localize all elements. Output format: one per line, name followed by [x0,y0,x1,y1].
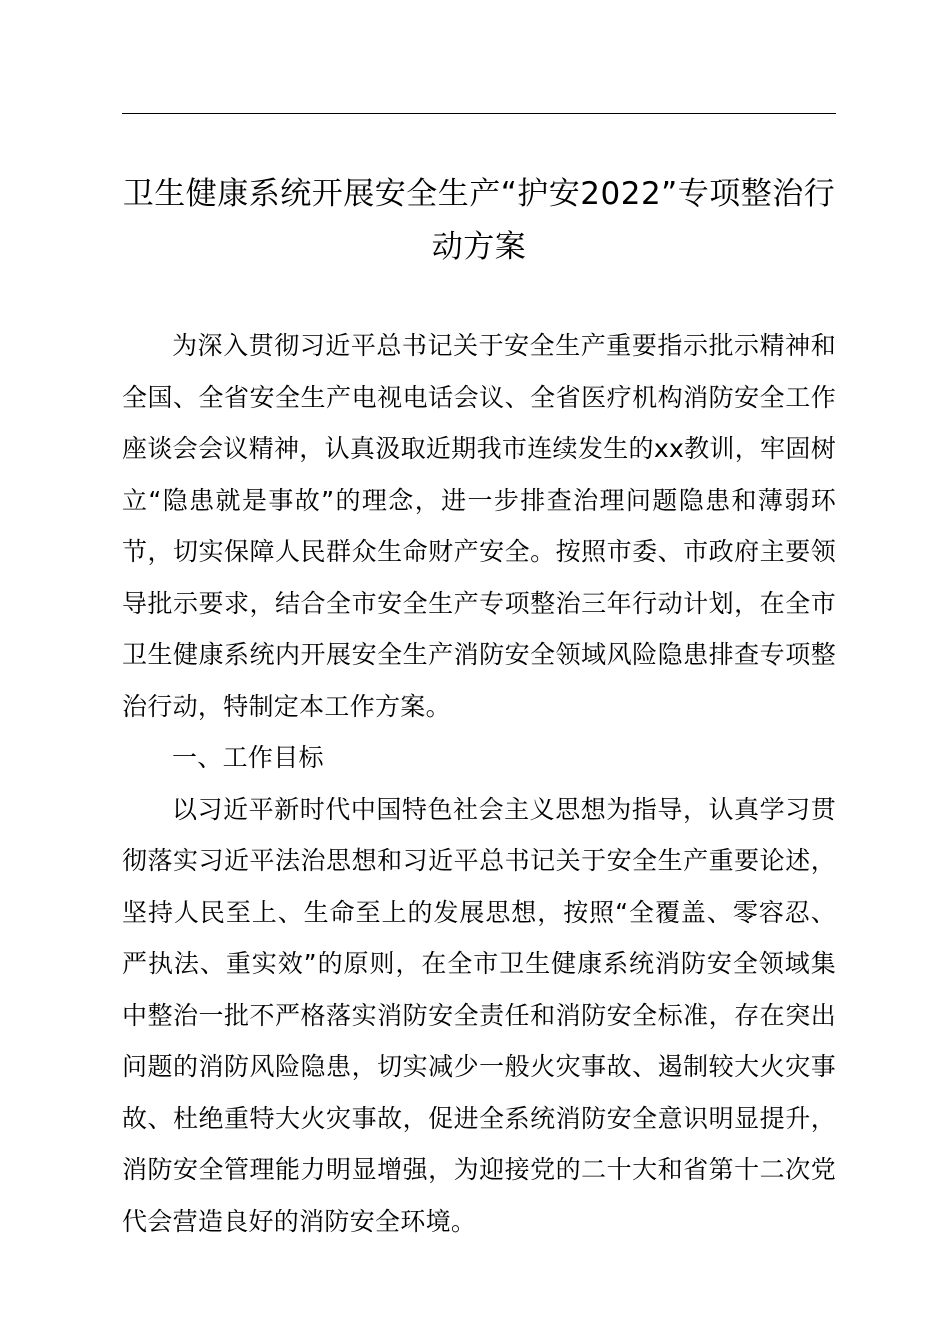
document-title: 卫生健康系统开展安全生产“护安2022”专项整治行动方案 [122,176,836,265]
document-body [122,320,836,1247]
work-goals-paragraph: 以习近平新时代中国特色社会主义思想为指导，认真学习贯彻落实习近平法治思想和习近平总书记关于安全生产重要论述，坚持人民至上、生命至上的发展思想，按照“全覆盖、零容忍、严执法、重实效”的原则，在全市卫生健康系统消防安全领域集中整治一批不严格落实消防安全责任和消防安全标准，存在突出问题的消防风险隐患，切实减少一般火灾事故、遏制较大火灾事故、杜绝重特大火灾事故，促进全系统消防安全意识明显提升，消防安全管理能力明显增强，为迎接党的二十大和省第十二次党代会营造良好的消防安全环境。 [122,794,836,1236]
header-rule [122,113,836,114]
section-heading-work-goals: 一、工作目标 [172,743,324,772]
intro-paragraph: 为深入贯彻习近平总书记关于安全生产重要指示批示精神和全国、全省安全生产电视电话会议、全省医疗机构消防安全工作座谈会会议精神，认真汲取近期我市连续发生的xx教训，牢固树立“隐患就是事故”的理念，进一步排查治理问题隐患和薄弱环节，切实保障人民群众生命财产安全。按照市委、市政府主要领导批示要求，结合全市安全生产专项整治三年行动计划，在全市卫生健康系统内开展安全生产消防安全领域风险隐患排查专项整治行动，特制定本工作方案。 [122,331,836,721]
